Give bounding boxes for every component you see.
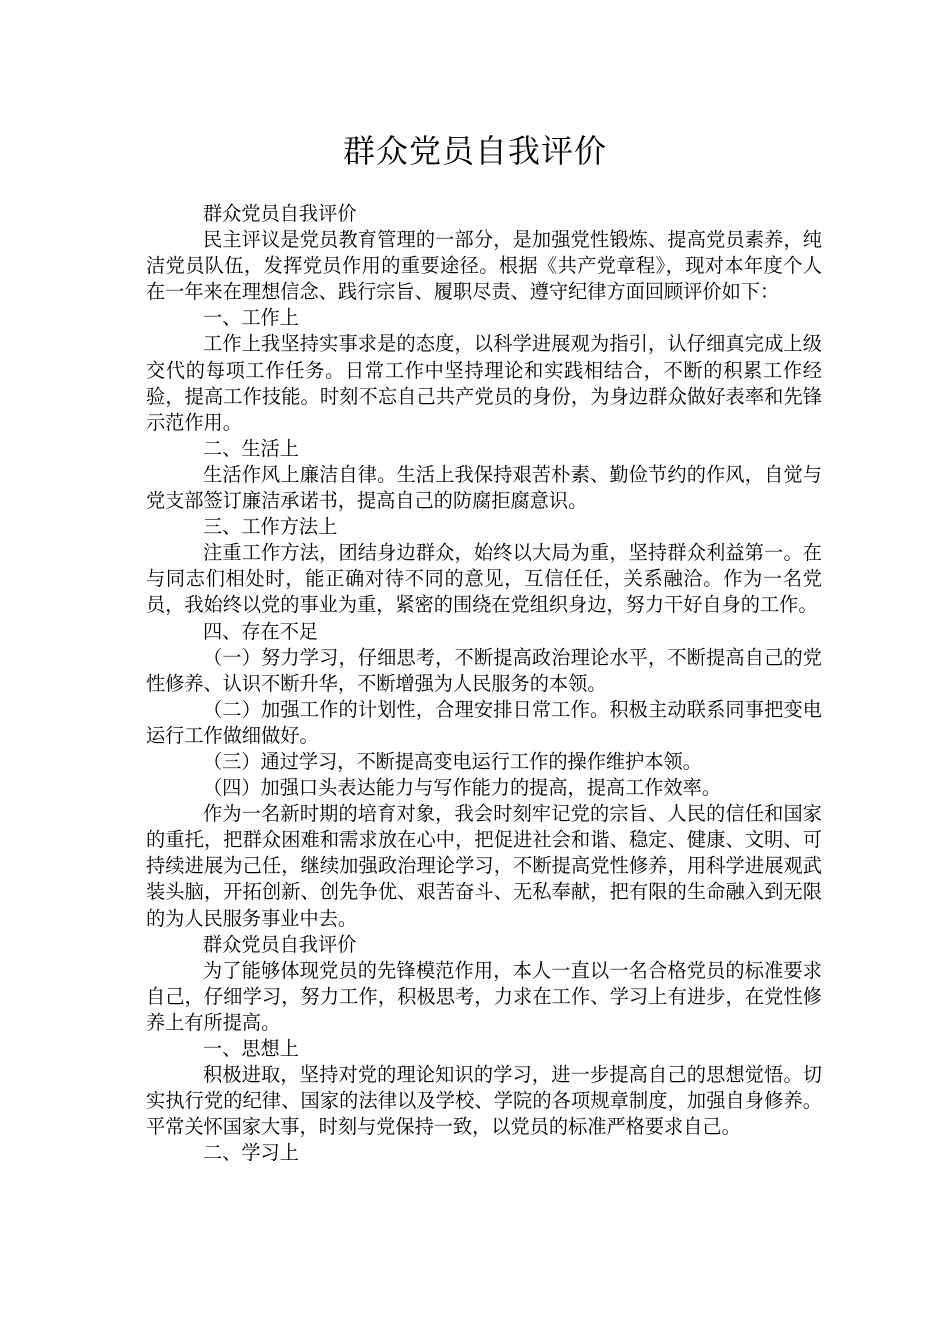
section-heading-thought: 一、思想上 [203,1037,299,1060]
second-essay-heading: 群众党员自我评价 [203,932,357,956]
intro-heading: 群众党员自我评价 [203,202,357,225]
thought-paragraph: 积极进取，坚持对党的理论知识的学习，进一步提高自己的思想觉悟。切实执行党的纪律、国家的法律以及学校、学院的各项规章制度，加强自身修养。平常关怀国家大事，时刻与党保持一致，以党员的标准严格要求自己。 [146,1063,822,1139]
second-essay-intro: 为了能够体现党员的先锋模范作用，本人一直以一名合格党员的标准要求自己，仔细学习，努力工作，积极思考，力求在工作、学习上有进步，在党性修养上有所提高。 [146,958,822,1034]
shortcoming-item-2: （二）加强工作的计划性，合理安排日常工作。积极主动联系同事把变电运行工作做细做好。 [146,697,822,747]
work-paragraph: 工作上我坚持实事求是的态度，以科学进展观为指引，认仔细真完成上级交代的每项工作任务。日常工作中坚持理论和实践相结合，不断的积累工作经验，提高工作技能。时刻不忘自己共产党员的身份，为身边群众做好表率和先锋示范作用。 [146,332,822,434]
shortcoming-item-1: （一）努力学习，仔细思考，不断提高政治理论水平，不断提高自己的党性修养、认识不断升华，不断增强为人民服务的本领。 [146,645,822,695]
section-heading-shortcomings: 四、存在不足 [203,619,319,643]
section-heading-work: 一、工作上 [203,306,299,330]
document-body [146,201,822,1166]
conclusion-paragraph: 作为一名新时期的培育对象，我会时刻牢记党的宗旨、人民的信任和国家的重托，把群众困难和需求放在心中，把促进社会和谐、稳定、健康、文明、可持续进展为己任，继续加强政治理论学习，不断提高党性修养，用科学进展观武装头脑，开拓创新、创先争优、艰苦奋斗、无私奉献，把有限的生命融入到无限的为人民服务事业中去。 [146,802,822,930]
intro-paragraph: 民主评议是党员教育管理的一部分，是加强党性锻炼、提高党员素养，纯洁党员队伍，发挥党员作用的重要途径。根据《共产党章程》，现对本年度个人在一年来在理想信念、践行宗旨、履职尽责、遵守纪律方面回顾评价如下： [146,228,822,304]
method-paragraph: 注重工作方法，团结身边群众，始终以大局为重，坚持群众利益第一。在与同志们相处时，能正确对待不同的意见，互信任任，关系融洽。作为一名党员，我始终以党的事业为重，紧密的围绕在党组织身边，努力干好自身的工作。 [146,541,822,617]
life-paragraph: 生活作风上廉洁自律。生活上我保持艰苦朴素、勤俭节约的作风，自觉与党支部签订廉洁承诺书，提高自己的防腐拒腐意识。 [146,462,822,513]
section-heading-life: 二、生活上 [203,436,299,460]
section-heading-method: 三、工作方法上 [203,515,338,539]
shortcoming-item-3: （三）通过学习，不断提高变电运行工作的操作维护本领。 [203,749,702,773]
document-title: 群众党员自我评价 [342,132,607,170]
section-heading-study: 二、学习上 [203,1141,299,1165]
shortcoming-item-4: （四）加强口头表达能力与写作能力的提高，提高工作效率。 [203,776,722,800]
